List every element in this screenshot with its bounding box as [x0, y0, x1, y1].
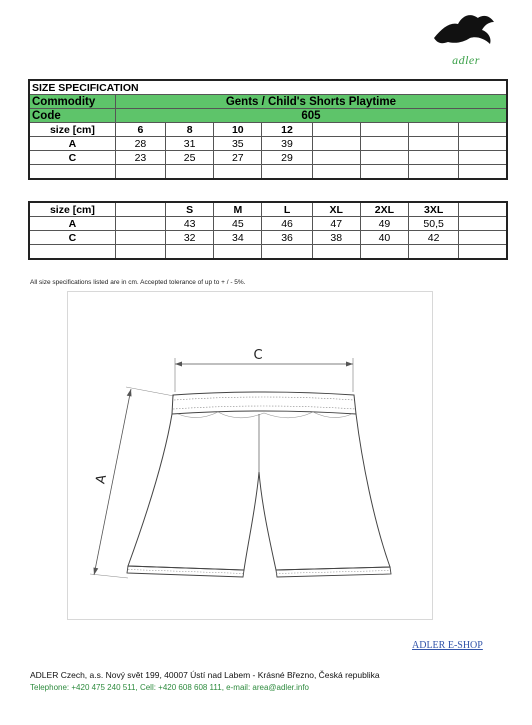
- table-row: [29, 217, 507, 231]
- eagle-icon: [428, 8, 500, 58]
- table-cell: [166, 245, 214, 260]
- table-cell: [29, 245, 115, 260]
- table-cell: [360, 123, 408, 137]
- table-cell: XL: [312, 202, 360, 217]
- table-cell: [214, 165, 262, 180]
- table-cell: 31: [166, 137, 214, 151]
- table-cell: [459, 231, 507, 245]
- table-cell: [115, 245, 165, 260]
- table-cell: [360, 245, 408, 260]
- table-cell: 36: [262, 231, 312, 245]
- brand-name: adler: [452, 53, 480, 67]
- table-cell: [408, 151, 458, 165]
- table-cell: 2XL: [360, 202, 408, 217]
- table-cell: L: [262, 202, 312, 217]
- table-cell: [408, 137, 458, 151]
- dimension-label-a: A: [93, 473, 110, 486]
- table-cell: 32: [166, 231, 214, 245]
- table-cell: 10: [214, 123, 262, 137]
- code-value: 605: [115, 109, 507, 123]
- size-spec-table-adults: [28, 201, 508, 260]
- table-cell: 29: [262, 151, 312, 165]
- kids-header-row: [29, 123, 507, 137]
- table-cell: 43: [166, 217, 214, 231]
- tolerance-note: All size specifications listed are in cm. Accepted tolerance of up to + / - 5%.: [30, 279, 246, 286]
- table-cell: [312, 151, 360, 165]
- table-cell: 35: [214, 137, 262, 151]
- table-cell: [459, 202, 507, 217]
- size-spec-table-kids: [28, 79, 508, 180]
- table-cell: C: [29, 151, 115, 165]
- code-label: Code: [29, 109, 115, 123]
- commodity-value: Gents / Child's Shorts Playtime: [115, 95, 507, 109]
- table-cell: 8: [166, 123, 214, 137]
- table-cell: A: [29, 137, 115, 151]
- table-row: [29, 151, 507, 165]
- table-cell: [312, 123, 360, 137]
- company-contact: Telephone: +420 475 240 511, Cell: +420 608 608 111, e-mail: area@adler.info: [30, 683, 309, 692]
- table-cell: 46: [262, 217, 312, 231]
- table-cell: [262, 245, 312, 260]
- table-cell: [459, 123, 507, 137]
- shorts-technical-drawing: [67, 291, 433, 620]
- table-cell: [360, 137, 408, 151]
- table-row: [29, 137, 507, 151]
- table-cell: 47: [312, 217, 360, 231]
- dimension-label-c: C: [253, 348, 263, 363]
- table-cell: [214, 245, 262, 260]
- table-cell: [312, 137, 360, 151]
- table-cell: 38: [312, 231, 360, 245]
- table-cell: [29, 165, 115, 180]
- table-cell: [115, 202, 165, 217]
- table-cell: S: [166, 202, 214, 217]
- table-cell: 50,5: [409, 217, 459, 231]
- table-cell: 23: [115, 151, 165, 165]
- table-cell: 42: [409, 231, 459, 245]
- table-cell: 34: [214, 231, 262, 245]
- table-cell: [312, 245, 360, 260]
- table-cell: A: [29, 217, 115, 231]
- table-row: [29, 245, 507, 260]
- table-cell: 25: [166, 151, 214, 165]
- table-cell: 40: [360, 231, 408, 245]
- company-address: ADLER Czech, a.s. Nový svět 199, 40007 Ústí nad Labem - Krásné Březno, Česká republika: [30, 670, 380, 680]
- eshop-link[interactable]: ADLER E-SHOP: [412, 640, 483, 651]
- commodity-label: Commodity: [29, 95, 115, 109]
- table-cell: 6: [115, 123, 165, 137]
- table-row: [29, 165, 507, 180]
- shorts-outline-drawing: [68, 292, 432, 619]
- table-cell: [115, 231, 165, 245]
- table-cell: 3XL: [409, 202, 459, 217]
- table-cell: [408, 123, 458, 137]
- table-cell: size [cm]: [29, 202, 115, 217]
- table-cell: [360, 151, 408, 165]
- table-cell: [262, 165, 312, 180]
- table-row: [29, 231, 507, 245]
- table-cell: [115, 165, 165, 180]
- table-cell: 12: [262, 123, 312, 137]
- table-cell: 39: [262, 137, 312, 151]
- table-cell: [459, 217, 507, 231]
- table-cell: size [cm]: [29, 123, 115, 137]
- spec-title: SIZE SPECIFICATION: [29, 80, 507, 95]
- table-cell: M: [214, 202, 262, 217]
- table-cell: [459, 151, 507, 165]
- table-cell: [360, 165, 408, 180]
- table-cell: 28: [115, 137, 165, 151]
- table-cell: 49: [360, 217, 408, 231]
- table-cell: C: [29, 231, 115, 245]
- table-cell: [115, 217, 165, 231]
- adults-header-row: [29, 202, 507, 217]
- table-cell: [408, 165, 458, 180]
- table-cell: [409, 245, 459, 260]
- table-cell: 27: [214, 151, 262, 165]
- table-cell: [312, 165, 360, 180]
- table-cell: [459, 245, 507, 260]
- table-cell: [459, 137, 507, 151]
- table-cell: [166, 165, 214, 180]
- table-cell: 45: [214, 217, 262, 231]
- table-cell: [459, 165, 507, 180]
